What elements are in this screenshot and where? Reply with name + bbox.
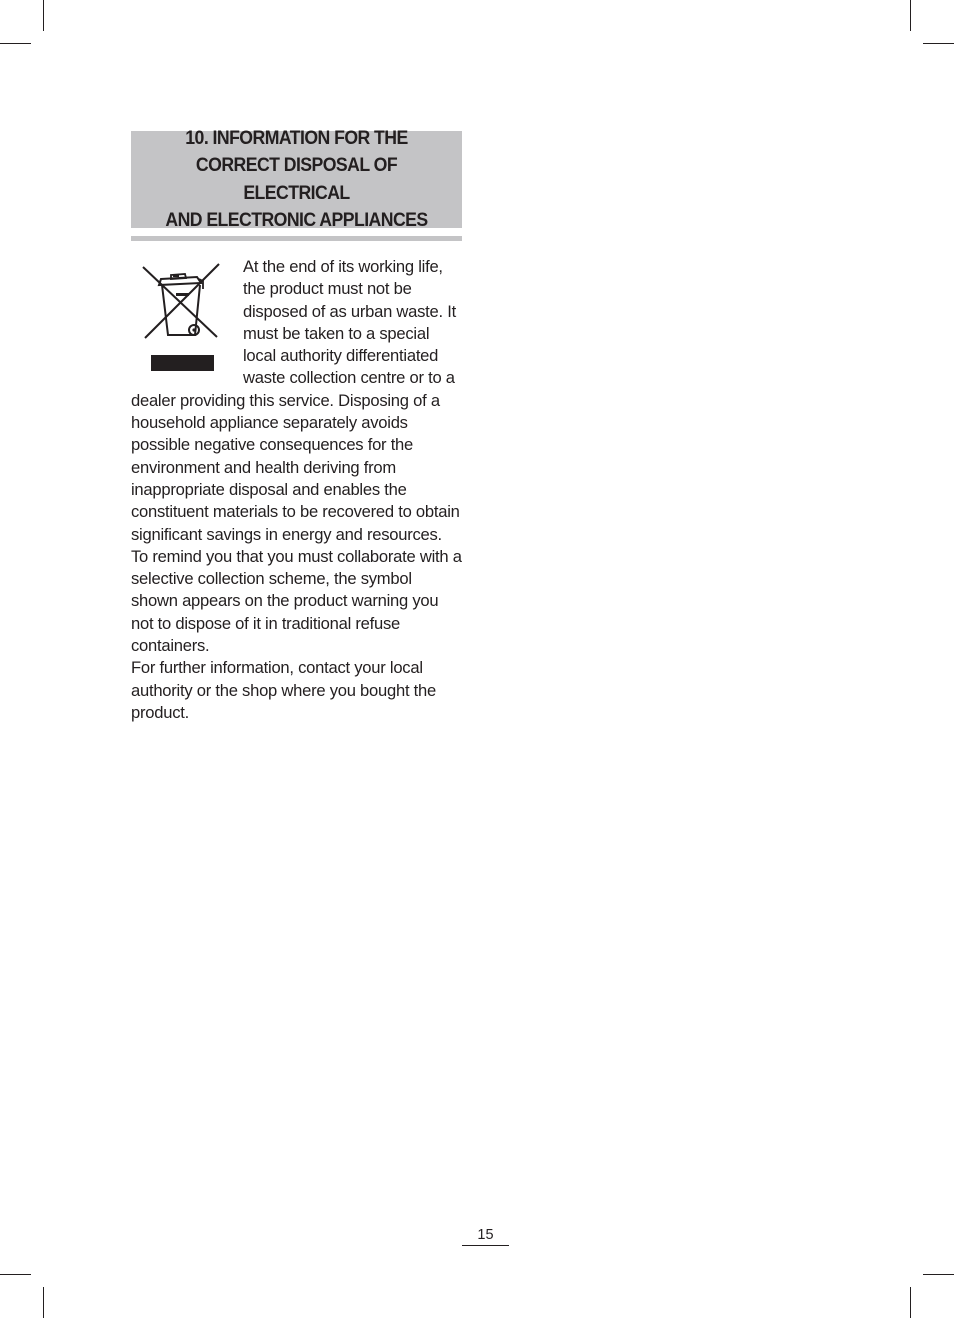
page-number: 15 — [462, 1227, 509, 1246]
crossed-out-wheelie-bin-icon — [131, 259, 243, 384]
section-heading-box — [131, 127, 462, 231]
crop-mark — [43, 0, 44, 31]
paragraph: For further information, contact your local authority or the shop where you bought the product. — [131, 658, 436, 722]
crop-mark — [923, 1274, 954, 1275]
crop-mark — [910, 1287, 911, 1318]
section-heading: 10. INFORMATION FOR THE CORRECT DISPOSAL OF ELECTRICAL AND ELECTRONIC APPLIANCES — [165, 127, 428, 231]
crop-mark — [0, 1274, 31, 1275]
paragraph: At the end of its working life, the product must not be disposed of as urban waste. It must be taken to a special local authority differentiated waste collection centre or to a dealer providing this service. Disposing of a household appliance separately avoids possible negative consequences for the environment and health deriving from inappropriate disposal and enables the constituent materials to be recovered to obtain significant savings in energy and resources. — [131, 257, 460, 544]
crop-mark — [0, 43, 31, 44]
crop-mark — [910, 0, 911, 31]
disposal-information-section — [131, 127, 462, 724]
section-body — [131, 256, 462, 724]
crop-mark — [43, 1287, 44, 1318]
paragraph: To remind you that you must collaborate with a selective collection scheme, the symbol shown appears on the product warning you not to dispose of it in traditional refuse containers. — [131, 546, 462, 656]
crop-mark — [923, 43, 954, 44]
heading-divider — [131, 236, 462, 241]
